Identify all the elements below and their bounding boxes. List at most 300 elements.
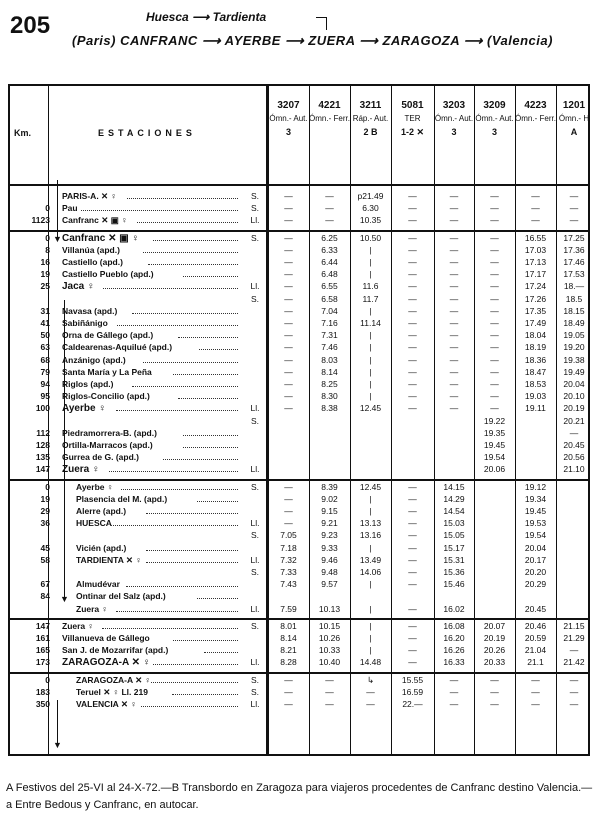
section-divider	[10, 618, 588, 620]
time-cell: —	[490, 191, 499, 201]
train-header-5081	[391, 100, 434, 138]
km-value: 0	[45, 203, 50, 214]
station-name: Teruel ✕ ♀ Ll. 219	[76, 686, 148, 697]
arrival-departure-mark: S.	[250, 530, 260, 541]
leader-dots	[116, 605, 238, 612]
train-type: Ómn.- Aut.	[475, 114, 514, 123]
time-cell: —	[408, 542, 417, 553]
km-value: 8	[45, 244, 50, 255]
time-cell: 16.08	[443, 620, 465, 631]
time-cell: 13.16	[359, 530, 382, 541]
time-cell: —	[569, 427, 579, 438]
time-cell: 22.—	[402, 699, 423, 709]
time-cell: —	[449, 244, 459, 255]
time-cell: —	[490, 318, 499, 328]
station-name: Castiello Pueblo (apd.)	[62, 269, 154, 280]
station-name: Riglos-Concilio (apd.)	[62, 391, 150, 402]
time-cell: —	[569, 686, 579, 697]
train-header-4223	[515, 100, 556, 127]
time-cell: 7.04	[321, 305, 338, 316]
time-cell: 8.39	[321, 481, 338, 492]
time-cell: 9.21	[321, 518, 338, 529]
train-class: 3	[451, 127, 457, 137]
timetable	[8, 84, 590, 756]
time-cell: 16.59	[401, 686, 424, 697]
train-number: 4223	[524, 100, 547, 111]
station-name: Piedramorrera-B. (apd.)	[62, 427, 157, 438]
time-cell: 19.03	[524, 391, 547, 402]
route-top-to: Tardienta	[212, 10, 267, 24]
time-cell: —	[490, 391, 499, 402]
time-cell: 20.21	[563, 415, 585, 426]
time-cell: —	[531, 215, 540, 226]
time-cell: 14.29	[443, 493, 465, 504]
km-value: 350	[35, 699, 50, 709]
time-cell: 14.06	[359, 567, 382, 577]
time-cell: 10.13	[318, 603, 341, 614]
arrival-departure-mark: S.	[250, 674, 260, 685]
table-row	[10, 234, 588, 243]
arrow-right-icon: ⟶	[285, 33, 309, 48]
time-cell: —	[408, 530, 417, 541]
time-cell: 10.35	[359, 215, 382, 226]
time-cell: —	[284, 674, 293, 685]
time-cell: —	[408, 379, 417, 389]
km-value: 67	[40, 579, 50, 590]
time-cell: —	[408, 481, 417, 492]
km-value: 63	[40, 342, 50, 353]
time-cell: 19.45	[483, 440, 506, 450]
km-value: 1123	[31, 215, 50, 226]
leader-dots	[146, 556, 238, 563]
km-value: 128	[35, 440, 50, 450]
leader-dots	[183, 441, 238, 448]
train-header-3209	[474, 100, 515, 138]
km-value: 50	[40, 330, 50, 341]
time-cell: |	[369, 305, 372, 316]
station-name: Ontinar del Salz (apd.)	[76, 591, 166, 602]
time-cell: 21.15	[563, 620, 585, 631]
table-row	[10, 380, 588, 389]
table-row	[10, 216, 588, 225]
station-name: Caldearenas-Aquilué (apd.)	[62, 342, 173, 353]
footnote: A Festivos del 25-VI al 24-X-72.—B Transbordo en Zaragoza para viajeros procedentes de Canfranc destino Valencia.—a Entre Bedous y Canfranc, en autocar.	[6, 782, 593, 811]
time-cell: 21.1	[527, 657, 544, 668]
time-cell: 15.05	[443, 530, 465, 541]
time-cell: —	[449, 281, 459, 292]
time-cell: —	[490, 203, 499, 214]
table-row	[10, 556, 588, 565]
train-number: 1201	[562, 100, 586, 111]
time-cell: 17.13	[524, 257, 547, 267]
table-row	[10, 307, 588, 316]
leader-dots	[173, 368, 238, 375]
time-cell: —	[490, 342, 499, 353]
time-cell: —	[284, 215, 293, 226]
route-dest-note: (Valencia)	[487, 33, 553, 48]
time-cell: 19.45	[524, 506, 547, 516]
time-cell: —	[408, 305, 417, 316]
time-cell: —	[408, 215, 417, 226]
time-cell: 19.05	[563, 330, 585, 341]
table-row	[10, 676, 588, 685]
table-row	[10, 453, 588, 462]
train-number: 3207	[277, 100, 300, 111]
time-cell: |	[369, 269, 372, 280]
train-type: Ómn.- Ferr.	[515, 114, 556, 123]
time-cell: 6.25	[321, 232, 338, 243]
table-row	[10, 295, 588, 304]
leader-dots	[183, 429, 238, 436]
time-cell: —	[408, 366, 417, 377]
table-row	[10, 495, 588, 504]
time-cell: —	[408, 657, 417, 668]
table-row	[10, 646, 588, 655]
route-stop-4: ZARAGOZA	[382, 33, 460, 48]
train-number: 5081	[401, 100, 424, 111]
time-cell: —	[569, 645, 579, 656]
leader-dots	[183, 270, 238, 277]
time-cell: 21.42	[563, 657, 585, 668]
time-cell: —	[284, 379, 293, 389]
km-value: 68	[40, 354, 50, 365]
leader-dots	[172, 688, 238, 695]
time-cell: —	[408, 518, 417, 529]
leader-dots	[153, 234, 238, 241]
time-cell: —	[490, 674, 499, 685]
leader-dots	[121, 483, 238, 490]
arrival-departure-mark: S.	[250, 686, 260, 697]
km-value: 183	[35, 686, 50, 697]
time-cell: 17.35	[524, 305, 547, 316]
time-cell: 20.59	[524, 633, 547, 643]
time-cell: 11.14	[360, 318, 381, 328]
arrival-departure-mark: S.	[250, 620, 260, 631]
time-cell: —	[408, 269, 417, 280]
branch-connector	[316, 17, 327, 30]
leader-dots	[81, 204, 238, 211]
time-cell: 15.55	[401, 674, 424, 685]
time-cell: 9.02	[321, 493, 338, 504]
table-row	[10, 319, 588, 328]
train-header-4221	[309, 100, 350, 127]
time-cell: 20.04	[524, 542, 547, 553]
arrow-right-icon: ⟶	[359, 33, 383, 48]
time-cell: 15.17	[443, 542, 465, 553]
table-row	[10, 343, 588, 352]
time-cell: —	[449, 293, 459, 304]
time-cell: 6.55	[321, 281, 338, 292]
time-cell: 19.49	[563, 366, 585, 377]
time-cell: 18.19	[524, 342, 547, 353]
time-cell: 9.33	[321, 542, 338, 553]
table-row	[10, 356, 588, 365]
time-cell: 19.20	[563, 342, 585, 353]
time-cell: —	[366, 699, 375, 709]
table-row	[10, 192, 588, 201]
time-cell: 6.58	[321, 293, 338, 304]
leader-dots	[197, 592, 238, 599]
time-cell: 20.20	[524, 567, 547, 577]
station-name: Gurrea de G. (apd.)	[62, 452, 139, 463]
time-cell: 17.26	[524, 293, 547, 304]
table-row	[10, 580, 588, 589]
station-name: Ayerbe ♀	[76, 481, 114, 492]
time-cell: 21.04	[524, 645, 547, 656]
time-cell: —	[449, 191, 459, 201]
time-cell: —	[449, 354, 459, 365]
km-value: 29	[40, 506, 50, 516]
leader-dots	[163, 453, 238, 460]
time-cell: 8.38	[321, 403, 338, 414]
station-name: Anzánigo (apd.)	[62, 354, 126, 365]
time-cell: —	[490, 699, 499, 709]
time-cell: 16.02	[443, 603, 465, 614]
time-cell: —	[408, 391, 417, 402]
time-cell: 12.45	[359, 481, 382, 492]
time-cell: |	[369, 330, 372, 341]
station-name: Navasa (apd.)	[62, 305, 118, 316]
time-cell: —	[408, 579, 417, 590]
time-cell: ↳	[366, 674, 375, 685]
time-cell: —	[490, 330, 499, 341]
table-row	[10, 507, 588, 516]
km-value: 31	[40, 305, 50, 316]
time-cell: |	[369, 603, 372, 614]
time-cell: —	[531, 699, 540, 709]
arrival-departure-mark: S.	[250, 191, 260, 201]
train-type: Ómn.- Ferr.	[309, 114, 350, 123]
station-name: Jaca ♀	[62, 281, 95, 293]
station-name: VALENCIA ✕ ♀	[76, 699, 137, 709]
train-header-3203	[434, 100, 474, 138]
time-cell: 17.36	[563, 244, 585, 255]
station-name: ZARAGOZA-A ✕ ♀	[76, 674, 152, 685]
section-divider	[10, 672, 588, 674]
train-class: 3	[285, 127, 291, 137]
time-cell: 8.28	[280, 657, 297, 668]
time-cell: —	[490, 215, 499, 226]
arrival-departure-mark: Ll.	[250, 603, 260, 614]
time-cell: 18.15	[563, 305, 585, 316]
arrow-right-icon: ⟶	[201, 33, 225, 48]
station-name: Villanúa (apd.)	[62, 244, 120, 255]
km-value: 0	[45, 674, 50, 685]
time-cell: —	[284, 293, 293, 304]
arrow-down-icon: ▼	[53, 740, 62, 750]
train-class: 3	[491, 127, 497, 137]
arrival-departure-mark: Ll.	[250, 281, 260, 292]
leader-dots	[132, 307, 238, 314]
leader-dots	[197, 495, 238, 502]
time-cell: |	[369, 620, 372, 631]
time-cell: —	[325, 215, 334, 226]
km-value: 19	[40, 493, 50, 504]
leader-dots	[178, 392, 238, 399]
connector-line	[57, 700, 58, 744]
route-origin-note: (Paris)	[72, 33, 116, 48]
time-cell: —	[490, 269, 499, 280]
time-cell: 7.31	[321, 330, 338, 341]
time-cell: —	[284, 330, 293, 341]
table-row	[10, 568, 588, 577]
route-top	[146, 10, 266, 24]
train-type: TER	[404, 114, 421, 123]
leader-dots	[103, 282, 238, 289]
time-cell: —	[408, 403, 417, 414]
time-cell: —	[284, 481, 293, 492]
time-cell: —	[284, 232, 293, 243]
table-row	[10, 622, 588, 631]
time-cell: —	[449, 403, 459, 414]
leader-dots	[137, 216, 238, 223]
time-cell: 17.24	[524, 281, 547, 292]
time-cell: 17.03	[524, 244, 547, 255]
time-cell: 15.36	[443, 567, 465, 577]
leader-dots	[178, 331, 238, 338]
time-cell: —	[284, 506, 293, 516]
km-value: 19	[40, 269, 50, 280]
time-cell: 16.33	[443, 657, 465, 668]
time-cell: 17.53	[563, 269, 585, 280]
time-cell: 7.05	[280, 530, 297, 541]
time-cell: —	[325, 203, 334, 214]
station-name: Santa María y La Peña	[62, 366, 152, 377]
time-cell: —	[284, 686, 293, 697]
time-cell: 19.34	[524, 493, 547, 504]
time-cell: 20.06	[483, 464, 506, 475]
time-cell: —	[284, 403, 293, 414]
table-row	[10, 519, 588, 528]
leader-dots	[199, 343, 238, 350]
time-cell: 16.26	[443, 645, 465, 656]
time-cell: 20.19	[483, 633, 506, 643]
time-cell: 10.40	[318, 657, 341, 668]
km-value: 25	[40, 281, 50, 292]
train-class: 2 B	[363, 127, 378, 137]
time-cell: —	[408, 191, 417, 201]
time-cell: —	[449, 674, 459, 685]
time-cell: —	[284, 518, 293, 529]
time-cell: 11.7	[362, 293, 379, 304]
km-value: 165	[35, 645, 50, 656]
time-cell: 18.36	[524, 354, 547, 365]
km-value: 112	[36, 427, 50, 438]
time-cell: |	[369, 579, 372, 590]
station-name: Almudévar	[76, 579, 120, 590]
leader-dots	[111, 519, 238, 526]
time-cell: 18.47	[524, 366, 547, 377]
km-value: 147	[35, 620, 50, 631]
table-row	[10, 404, 588, 413]
station-name: San J. de Mozarrifar (apd.)	[62, 645, 169, 656]
time-cell: 20.56	[563, 452, 585, 463]
km-header: Km.	[14, 128, 32, 138]
time-cell: 9.46	[321, 554, 338, 565]
time-cell: 9.15	[321, 506, 338, 516]
arrival-departure-mark: Ll.	[250, 464, 260, 475]
time-cell: —	[325, 686, 334, 697]
km-value: 135	[35, 452, 50, 463]
time-cell: 17.49	[524, 318, 547, 328]
leader-dots	[204, 646, 238, 653]
route-main	[72, 33, 553, 49]
time-cell: 15.31	[443, 554, 465, 565]
time-cell: —	[284, 391, 293, 402]
time-cell: 18.04	[524, 330, 547, 341]
arrival-departure-mark: S.	[250, 203, 260, 214]
time-cell: —	[408, 567, 417, 577]
time-cell: —	[284, 318, 293, 328]
station-name: Orna de Gállego (apd.)	[62, 330, 154, 341]
time-cell: —	[284, 203, 293, 214]
table-row	[10, 270, 588, 279]
time-cell: —	[408, 330, 417, 341]
time-cell: —	[408, 554, 417, 565]
table-row	[10, 331, 588, 340]
time-cell: —	[490, 305, 499, 316]
table-row	[10, 417, 588, 426]
time-cell: 15.03	[443, 518, 465, 529]
arrival-departure-mark: Ll.	[250, 518, 260, 529]
time-cell: 6.44	[321, 257, 338, 267]
arrival-departure-mark: Ll.	[250, 403, 260, 414]
time-cell: 18.5	[565, 293, 583, 304]
station-name: Alerre (apd.)	[76, 506, 127, 516]
arrival-departure-mark: S.	[250, 481, 260, 492]
time-cell: —	[569, 191, 579, 201]
time-cell: |	[369, 257, 372, 267]
time-cell: —	[449, 699, 459, 709]
time-cell: 7.32	[280, 554, 297, 565]
table-row	[10, 605, 588, 614]
time-cell: —	[531, 203, 540, 214]
time-cell: —	[284, 493, 293, 504]
km-value: 36	[40, 518, 50, 529]
leader-dots	[126, 580, 238, 587]
time-cell: 8.21	[280, 645, 297, 656]
time-cell: —	[408, 603, 417, 614]
time-cell: 10.50	[359, 232, 382, 243]
time-cell: —	[449, 203, 459, 214]
time-cell: |	[369, 379, 372, 389]
table-row	[10, 429, 588, 438]
time-cell: —	[284, 269, 293, 280]
train-class: A	[570, 127, 578, 137]
leader-dots	[117, 319, 238, 326]
km-value: 84	[40, 591, 50, 602]
time-cell: —	[449, 215, 459, 226]
table-row	[10, 368, 588, 377]
time-cell: 16.55	[524, 232, 547, 243]
time-cell: |	[369, 244, 372, 255]
km-value: 58	[40, 554, 50, 565]
train-class: 1-2 ✕	[400, 127, 425, 137]
time-cell: 6.48	[321, 269, 338, 280]
km-value: 100	[35, 403, 50, 414]
time-cell: 20.19	[563, 403, 585, 414]
table-row	[10, 246, 588, 255]
connector-line	[57, 180, 58, 240]
time-cell: —	[490, 686, 499, 697]
time-cell: —	[449, 391, 459, 402]
time-cell: —	[490, 281, 499, 292]
train-number: 4221	[318, 100, 341, 111]
time-cell: 9.57	[321, 579, 338, 590]
time-cell: 20.07	[483, 620, 506, 631]
time-cell: —	[284, 281, 293, 292]
arrival-departure-mark: S.	[250, 232, 260, 243]
